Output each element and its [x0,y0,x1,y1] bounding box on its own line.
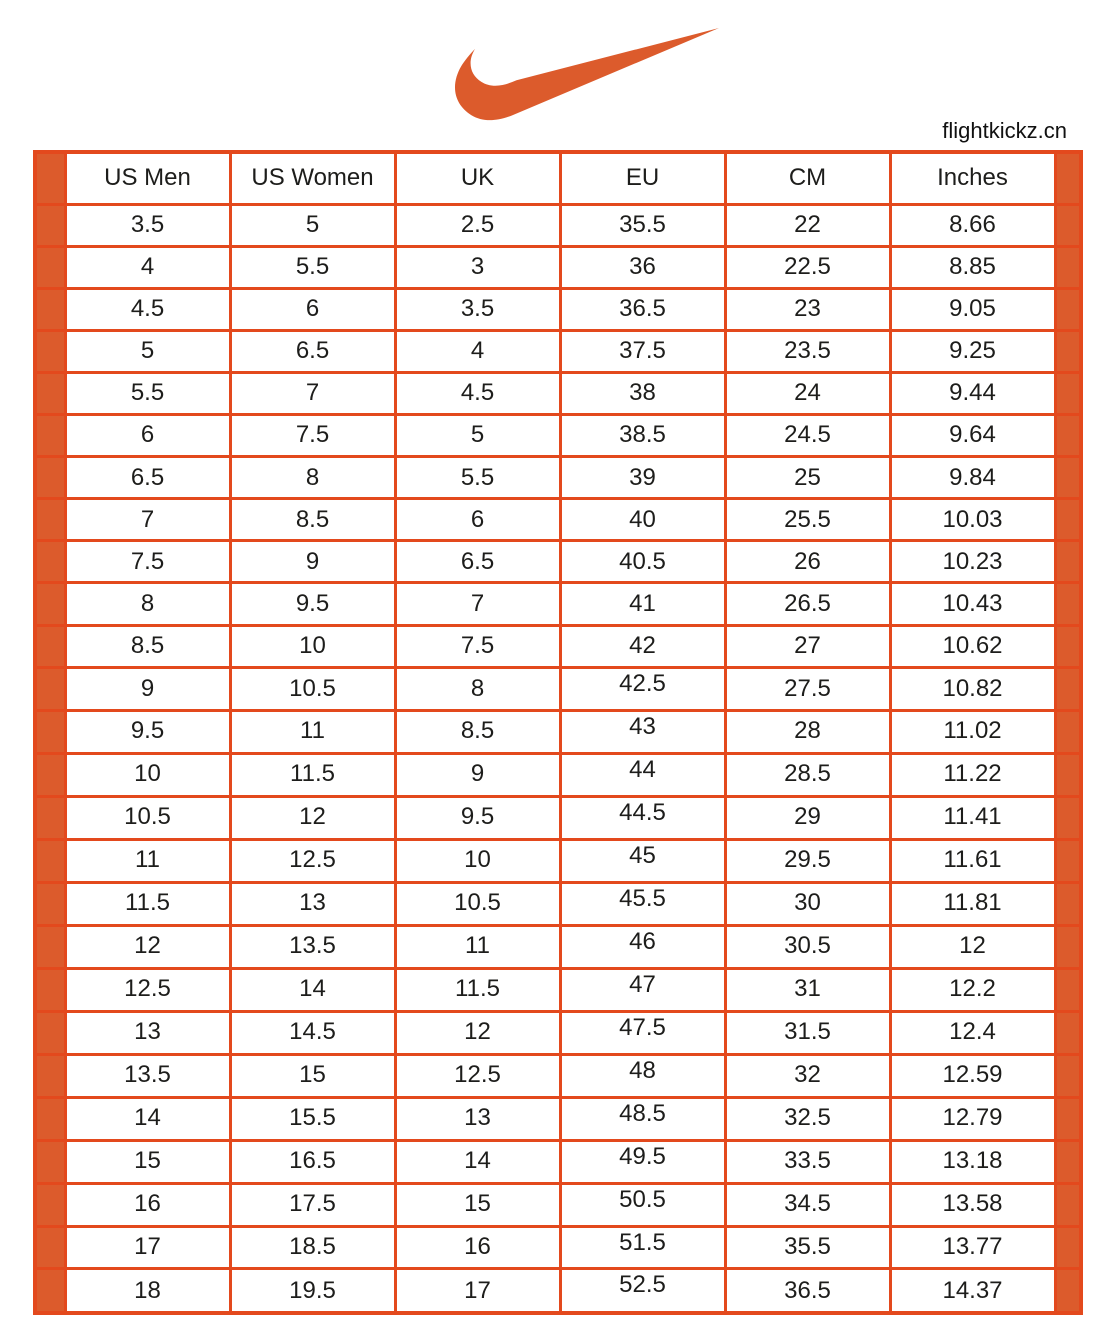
table-cell: 15 [65,1140,230,1183]
table-cell: 9.25 [890,330,1055,372]
table-cell: 4 [395,330,560,372]
table-cell: 26.5 [725,583,890,625]
table-cell: 40.5 [560,541,725,583]
table-cell: 9.5 [395,796,560,839]
table-row [35,499,1081,541]
table-cell: 25 [725,457,890,499]
table-cell: 14 [395,1140,560,1183]
table-cell: 36 [560,246,725,288]
table-cell: 10 [230,625,395,667]
table-cell: 40 [560,499,725,541]
table-cell: 3.5 [65,204,230,246]
table-cell: 9.5 [230,583,395,625]
table-cell: 46 [560,925,725,968]
table-cell: 11 [395,925,560,968]
table-cell: 10.82 [890,667,1055,710]
side-bar-right [1055,1183,1081,1226]
table-cell: 42 [560,625,725,667]
table-cell: 15 [230,1054,395,1097]
table-cell: 17 [65,1226,230,1269]
table-cell: 16 [395,1226,560,1269]
table-cell: 50.5 [560,1183,725,1226]
column-header-us-men: US Men [65,152,230,204]
table-cell: 9.44 [890,372,1055,414]
table-cell: 11 [65,839,230,882]
table-cell: 5.5 [395,457,560,499]
table-cell: 30 [725,882,890,925]
nike-swoosh-logo [455,28,719,122]
side-bar-left [35,796,65,839]
table-cell: 44.5 [560,796,725,839]
table-cell: 10.03 [890,499,1055,541]
side-bar-left [35,667,65,710]
table-cell: 11.5 [65,882,230,925]
table-cell: 38 [560,372,725,414]
table-cell: 22.5 [725,246,890,288]
table-cell: 34.5 [725,1183,890,1226]
side-bar-right [1055,372,1081,414]
column-header-us-women: US Women [230,152,395,204]
table-header-row [35,152,1081,204]
side-bar-right [1055,925,1081,968]
table-row [35,372,1081,414]
table-cell: 27 [725,625,890,667]
table-cell: 12.5 [65,968,230,1011]
side-bar-right [1055,1054,1081,1097]
table-cell: 7 [65,499,230,541]
side-bar-left [35,152,65,204]
table-row [35,1140,1081,1183]
side-bar-right [1055,330,1081,372]
side-bar-right [1055,968,1081,1011]
side-bar-left [35,541,65,583]
table-cell: 8.5 [395,710,560,753]
side-bar-right [1055,288,1081,330]
table-row [35,710,1081,753]
side-bar-left [35,1226,65,1269]
table-cell: 9 [65,667,230,710]
side-bar-right [1055,796,1081,839]
table-cell: 12 [65,925,230,968]
side-bar-left [35,1269,65,1313]
table-cell: 7 [230,372,395,414]
side-bar-right [1055,667,1081,710]
side-bar-left [35,968,65,1011]
table-cell: 11 [230,710,395,753]
column-header-uk: UK [395,152,560,204]
table-cell: 13.58 [890,1183,1055,1226]
table-cell: 10.43 [890,583,1055,625]
table-cell: 5 [65,330,230,372]
side-bar-left [35,288,65,330]
side-bar-right [1055,246,1081,288]
table-row [35,457,1081,499]
table-cell: 4 [65,246,230,288]
table-cell: 6 [230,288,395,330]
table-cell: 52.5 [560,1269,725,1313]
table-cell: 31.5 [725,1011,890,1054]
table-cell: 33.5 [725,1140,890,1183]
table-cell: 14.37 [890,1269,1055,1313]
table-cell: 17 [395,1269,560,1313]
table-cell: 10 [65,753,230,796]
table-cell: 24 [725,372,890,414]
side-bar-right [1055,583,1081,625]
table-cell: 28 [725,710,890,753]
table-row [35,1097,1081,1140]
table-cell: 7.5 [395,625,560,667]
table-cell: 11.5 [395,968,560,1011]
table-cell: 18 [65,1269,230,1313]
table-row [35,968,1081,1011]
side-bar-left [35,1054,65,1097]
side-bar-right [1055,541,1081,583]
table-cell: 10.5 [395,882,560,925]
table-cell: 42.5 [560,667,725,710]
table-cell: 27.5 [725,667,890,710]
table-cell: 9.84 [890,457,1055,499]
side-bar-right [1055,1097,1081,1140]
side-bar-right [1055,415,1081,457]
table-row [35,925,1081,968]
table-row [35,753,1081,796]
table-cell: 11.22 [890,753,1055,796]
table-cell: 12.59 [890,1054,1055,1097]
table-cell: 38.5 [560,415,725,457]
table-cell: 8.85 [890,246,1055,288]
table-cell: 9 [230,541,395,583]
table-cell: 7.5 [230,415,395,457]
side-bar-left [35,499,65,541]
table-cell: 10.62 [890,625,1055,667]
table-row [35,541,1081,583]
table-body [35,204,1081,1313]
table-cell: 8.5 [65,625,230,667]
table-cell: 13.18 [890,1140,1055,1183]
side-bar-left [35,1011,65,1054]
table-cell: 9.05 [890,288,1055,330]
side-bar-left [35,457,65,499]
side-bar-right [1055,753,1081,796]
table-cell: 14.5 [230,1011,395,1054]
side-bar-right [1055,1140,1081,1183]
table-cell: 10.5 [65,796,230,839]
table-cell: 8.5 [230,499,395,541]
table-cell: 12.5 [230,839,395,882]
table-cell: 8 [65,583,230,625]
table-cell: 3.5 [395,288,560,330]
side-bar-right [1055,710,1081,753]
column-header-inches: Inches [890,152,1055,204]
table-cell: 8 [395,667,560,710]
table-cell: 16 [65,1183,230,1226]
table-cell: 5.5 [65,372,230,414]
table-cell: 45 [560,839,725,882]
table-cell: 10 [395,839,560,882]
table-cell: 23.5 [725,330,890,372]
table-cell: 6 [395,499,560,541]
table-cell: 12.5 [395,1054,560,1097]
table-row [35,204,1081,246]
table-cell: 6 [65,415,230,457]
side-bar-right [1055,204,1081,246]
side-bar-right [1055,152,1081,204]
side-bar-left [35,1097,65,1140]
table-cell: 11.81 [890,882,1055,925]
table-cell: 37.5 [560,330,725,372]
side-bar-left [35,330,65,372]
table-row [35,1011,1081,1054]
table-cell: 13.77 [890,1226,1055,1269]
table-row [35,839,1081,882]
side-bar-right [1055,1269,1081,1313]
table-cell: 6.5 [395,541,560,583]
side-bar-left [35,839,65,882]
table-row [35,1054,1081,1097]
table-cell: 44 [560,753,725,796]
table-cell: 22 [725,204,890,246]
side-bar-right [1055,625,1081,667]
table-cell: 8.66 [890,204,1055,246]
table-row [35,1226,1081,1269]
side-bar-left [35,925,65,968]
table-cell: 12.79 [890,1097,1055,1140]
table-cell: 19.5 [230,1269,395,1313]
table-cell: 12 [890,925,1055,968]
table-cell: 26 [725,541,890,583]
table-cell: 48.5 [560,1097,725,1140]
table-cell: 30.5 [725,925,890,968]
table-cell: 2.5 [395,204,560,246]
side-bar-right [1055,882,1081,925]
table-cell: 12 [395,1011,560,1054]
table-cell: 51.5 [560,1226,725,1269]
table-cell: 9.5 [65,710,230,753]
side-bar-left [35,372,65,414]
side-bar-left [35,710,65,753]
table-cell: 11.41 [890,796,1055,839]
table-row [35,1183,1081,1226]
table-cell: 13 [65,1011,230,1054]
side-bar-left [35,204,65,246]
table-cell: 48 [560,1054,725,1097]
table-cell: 36.5 [725,1269,890,1313]
table-cell: 17.5 [230,1183,395,1226]
table-cell: 28.5 [725,753,890,796]
table-row [35,1269,1081,1313]
table-cell: 3 [395,246,560,288]
table-row [35,882,1081,925]
table-cell: 35.5 [560,204,725,246]
table-cell: 41 [560,583,725,625]
table-row [35,288,1081,330]
table-cell: 13 [230,882,395,925]
column-header-eu: EU [560,152,725,204]
side-bar-left [35,753,65,796]
table-cell: 45.5 [560,882,725,925]
side-bar-right [1055,1011,1081,1054]
table-cell: 14 [230,968,395,1011]
table-cell: 43 [560,710,725,753]
side-bar-left [35,246,65,288]
table-cell: 23 [725,288,890,330]
table-cell: 8 [230,457,395,499]
side-bar-right [1055,457,1081,499]
table-cell: 9.64 [890,415,1055,457]
table-cell: 15 [395,1183,560,1226]
table-cell: 29.5 [725,839,890,882]
side-bar-right [1055,839,1081,882]
table-cell: 47 [560,968,725,1011]
table-cell: 12.4 [890,1011,1055,1054]
table-cell: 12 [230,796,395,839]
table-cell: 18.5 [230,1226,395,1269]
table-cell: 36.5 [560,288,725,330]
nike-swoosh-icon [455,28,719,122]
side-bar-left [35,583,65,625]
table-cell: 13.5 [65,1054,230,1097]
side-bar-left [35,415,65,457]
table-cell: 6.5 [230,330,395,372]
table-cell: 14 [65,1097,230,1140]
table-cell: 5 [395,415,560,457]
column-header-cm: CM [725,152,890,204]
side-bar-left [35,882,65,925]
table-cell: 15.5 [230,1097,395,1140]
table-cell: 35.5 [725,1226,890,1269]
table-cell: 10.23 [890,541,1055,583]
table-row [35,583,1081,625]
table-cell: 13 [395,1097,560,1140]
table-cell: 47.5 [560,1011,725,1054]
table-row [35,625,1081,667]
table-cell: 9 [395,753,560,796]
watermark-text: flightkickz.cn [942,118,1067,143]
side-bar-left [35,1183,65,1226]
size-conversion-table [33,150,1083,1315]
table-cell: 24.5 [725,415,890,457]
table-cell: 25.5 [725,499,890,541]
side-bar-left [35,1140,65,1183]
table-cell: 6.5 [65,457,230,499]
table-cell: 5.5 [230,246,395,288]
table-cell: 5 [230,204,395,246]
table-row [35,796,1081,839]
table-cell: 11.5 [230,753,395,796]
table-cell: 10.5 [230,667,395,710]
table-cell: 32.5 [725,1097,890,1140]
table-cell: 13.5 [230,925,395,968]
table-cell: 12.2 [890,968,1055,1011]
table-cell: 39 [560,457,725,499]
table-cell: 7 [395,583,560,625]
table-cell: 11.61 [890,839,1055,882]
side-bar-right [1055,499,1081,541]
table-row [35,330,1081,372]
table-row [35,415,1081,457]
table-cell: 32 [725,1054,890,1097]
table-cell: 49.5 [560,1140,725,1183]
table-cell: 4.5 [395,372,560,414]
table-cell: 16.5 [230,1140,395,1183]
table-cell: 7.5 [65,541,230,583]
table-row [35,246,1081,288]
side-bar-left [35,625,65,667]
table-row [35,667,1081,710]
table-cell: 11.02 [890,710,1055,753]
table-cell: 4.5 [65,288,230,330]
side-bar-right [1055,1226,1081,1269]
table-cell: 31 [725,968,890,1011]
table-cell: 29 [725,796,890,839]
